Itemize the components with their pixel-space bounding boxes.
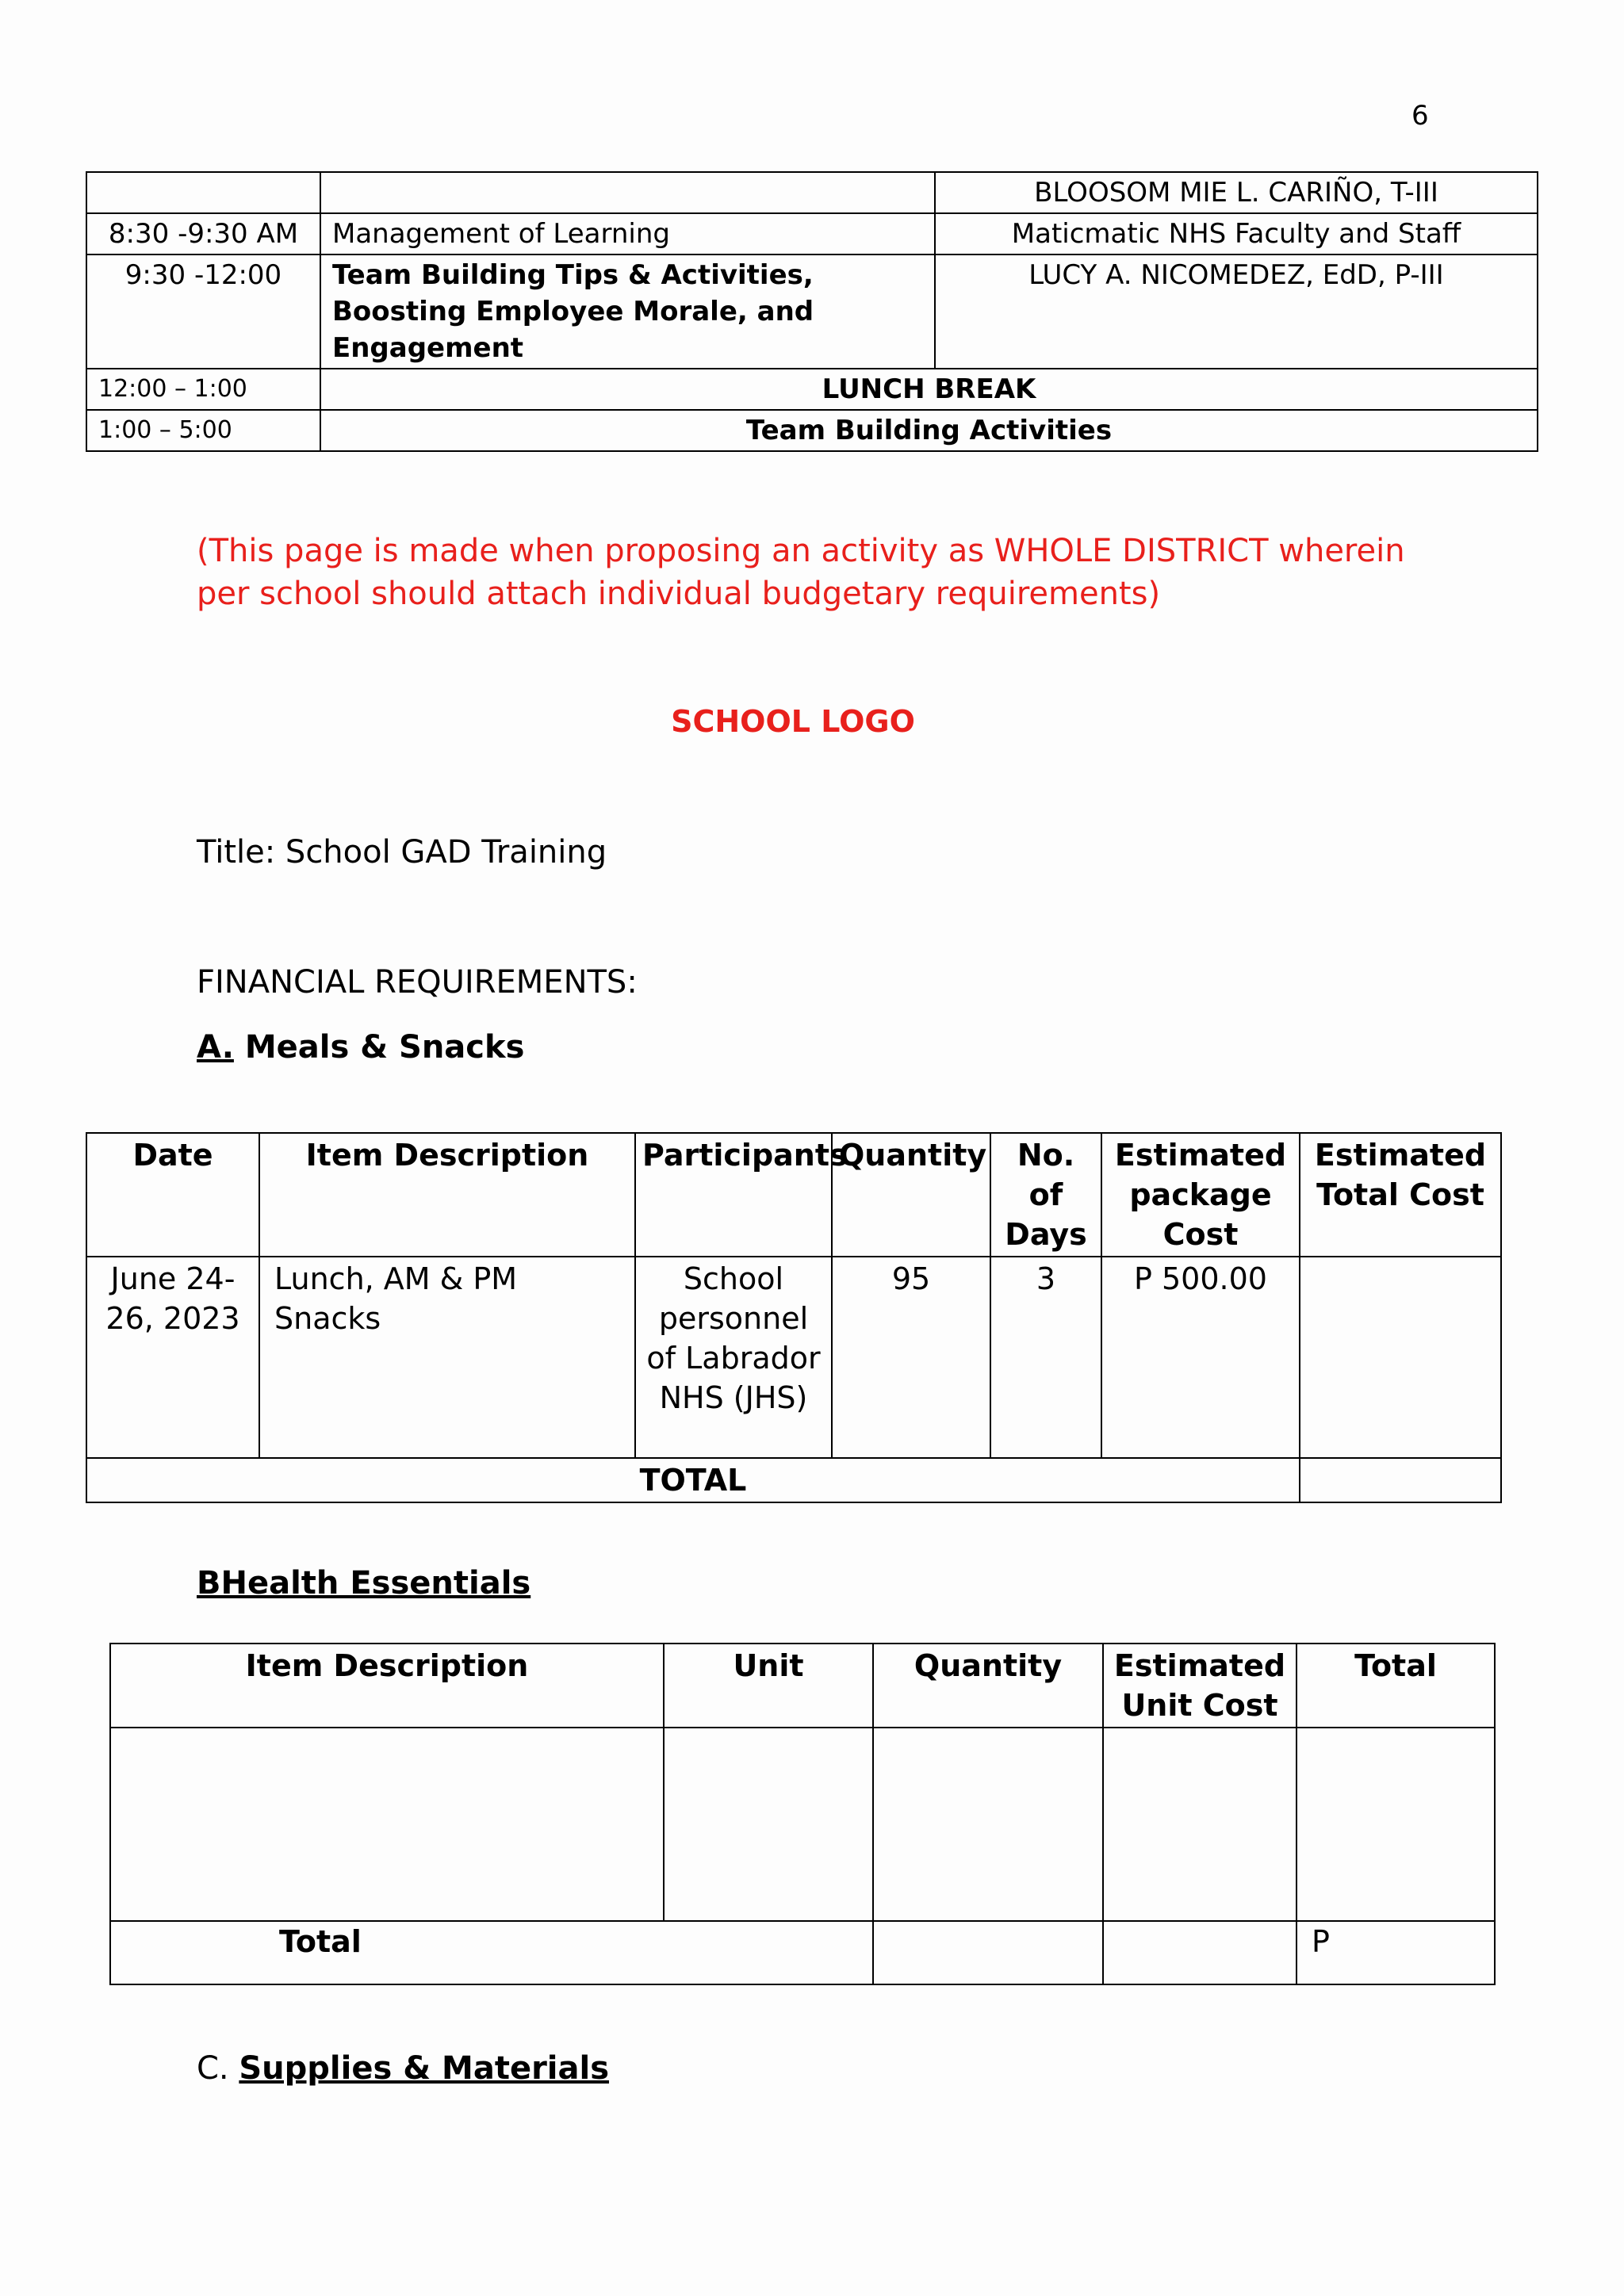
total-label: Total [110, 1921, 873, 1984]
header-unit: Unit [664, 1644, 873, 1728]
meals-table [86, 1132, 1502, 1503]
health-essentials-table [109, 1643, 1496, 1985]
schedule-time: 9:30 -12:00 [86, 254, 320, 369]
cell-package-cost: P 500.00 [1101, 1257, 1300, 1458]
header-item-description: Item Description [259, 1133, 635, 1257]
section-c-heading [197, 2050, 609, 2087]
cell-empty [1103, 1921, 1297, 1984]
section-c-letter: C. [197, 2050, 229, 2087]
schedule-row [86, 172, 1538, 213]
cell-empty [664, 1728, 873, 1921]
schedule-topic: Team Building Tips & Activities, Boosting Employee Morale, and Engagement [320, 254, 935, 369]
cell-empty [873, 1921, 1103, 1984]
schedule-table [86, 171, 1538, 452]
section-c-label: Supplies & Materials [239, 2050, 610, 2087]
header-package-cost: Estimated package Cost [1101, 1133, 1300, 1257]
total-value: P [1297, 1921, 1495, 1984]
cell-empty [1297, 1728, 1495, 1921]
title-label: Title: [197, 834, 276, 871]
title-line [197, 834, 607, 871]
total-label: TOTAL [86, 1458, 1300, 1502]
total-value [1300, 1458, 1501, 1502]
table-row [86, 1257, 1501, 1458]
header-total-cost: Estimated Total Cost [1300, 1133, 1501, 1257]
cell-empty [1103, 1728, 1297, 1921]
schedule-row [86, 254, 1538, 369]
header-item-description: Item Description [110, 1644, 664, 1728]
schedule-speaker: BLOOSOM MIE L. CARIÑO, T-III [935, 172, 1538, 213]
header-participants: Participants [635, 1133, 832, 1257]
header-total: Total [1297, 1644, 1495, 1728]
cell-quantity: 95 [832, 1257, 990, 1458]
schedule-activity: Team Building Activities [320, 410, 1538, 451]
meals-total-row [86, 1458, 1501, 1502]
header-date: Date [86, 1133, 259, 1257]
schedule-speaker: LUCY A. NICOMEDEZ, EdD, P-III [935, 254, 1538, 369]
schedule-topic [320, 172, 935, 213]
district-note: (This page is made when proposing an activity as WHOLE DISTRICT wherein per school should attach individual budgetary requirements) [197, 533, 1405, 612]
school-logo-placeholder: SCHOOL LOGO [671, 704, 915, 739]
cell-empty [110, 1728, 664, 1921]
header-days: No. of Days [990, 1133, 1101, 1257]
schedule-time: 12:00 – 1:00 [86, 369, 320, 410]
section-a-heading [197, 1029, 524, 1066]
section-a-label: Meals & Snacks [244, 1029, 525, 1066]
financial-heading: FINANCIAL REQUIREMENTS: [197, 964, 638, 1001]
section-b-heading: BHealth Essentials [197, 1565, 531, 1601]
schedule-time [86, 172, 320, 213]
schedule-topic: Management of Learning [320, 213, 935, 254]
schedule-row [86, 369, 1538, 410]
header-unit-cost: Estimated Unit Cost [1103, 1644, 1297, 1728]
cell-participants: School personnel of Labrador NHS (JHS) [635, 1257, 832, 1458]
cell-item: Lunch, AM & PM Snacks [259, 1257, 635, 1458]
section-a-letter: A. [197, 1029, 234, 1066]
health-total-row [110, 1921, 1495, 1984]
schedule-time: 1:00 – 5:00 [86, 410, 320, 451]
page-number: 6 [1411, 100, 1429, 132]
health-header-row [110, 1644, 1495, 1728]
schedule-speaker: Maticmatic NHS Faculty and Staff [935, 213, 1538, 254]
header-quantity: Quantity [873, 1644, 1103, 1728]
schedule-time: 8:30 -9:30 AM [86, 213, 320, 254]
schedule-row [86, 410, 1538, 451]
cell-empty [873, 1728, 1103, 1921]
header-quantity: Quantity [832, 1133, 990, 1257]
schedule-row [86, 213, 1538, 254]
cell-total-cost [1300, 1257, 1501, 1458]
cell-days: 3 [990, 1257, 1101, 1458]
schedule-break: LUNCH BREAK [320, 369, 1538, 410]
meals-header-row [86, 1133, 1501, 1257]
title-value: School GAD Training [285, 834, 607, 871]
cell-date: June 24-26, 2023 [86, 1257, 259, 1458]
table-row [110, 1728, 1495, 1921]
